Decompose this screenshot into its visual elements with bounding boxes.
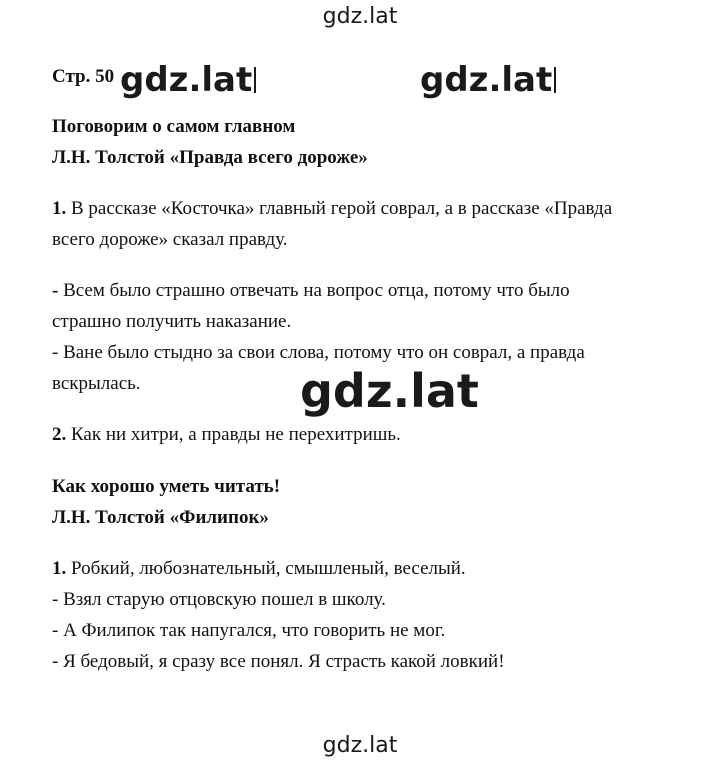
section1-a1-line1: - Всем было страшно отвечать на вопрос отца, потому что было xyxy=(52,280,570,301)
page-number: Стр. 50 xyxy=(52,66,115,87)
section2-line3: - Я бедовый, я сразу все понял. Я страсть какой ловкий! xyxy=(52,651,505,672)
section2-line2: - А Филипок так напугался, что говорить не мог. xyxy=(52,620,446,641)
watermark-right: gdz.lat xyxy=(420,60,556,100)
watermark-bar xyxy=(554,67,556,93)
watermark-left: gdz.lat xyxy=(120,60,256,100)
section1-subheading: Л.Н. Толстой «Правда всего дороже» xyxy=(52,147,368,168)
section1-q1-line1: 1. В рассказе «Косточка» главный герой соврал, а в рассказе «Правда xyxy=(52,198,613,219)
watermark-bottom: gdz.lat xyxy=(322,733,398,758)
section1-a1-line2: страшно получить наказание. xyxy=(52,311,292,332)
section2-subheading: Л.Н. Толстой «Филипок» xyxy=(52,507,269,528)
section1-q2: 2. Как ни хитри, а правды не перехитришь. xyxy=(52,424,401,445)
section2-heading: Как хорошо уметь читать! xyxy=(52,476,281,497)
section2-line1: - Взял старую отцовскую пошел в школу. xyxy=(52,589,386,610)
section1-a2-line1: - Ване было стыдно за свои слова, потому что он соврал, а правда xyxy=(52,342,585,363)
section1-heading: Поговорим о самом главном xyxy=(52,116,296,137)
section1-q1-line2: всего дороже» сказал правду. xyxy=(52,229,288,250)
section1-a2-line2: вскрылась. xyxy=(52,373,141,394)
watermark-top: gdz.lat xyxy=(322,4,398,29)
watermark-center: gdz.lat xyxy=(300,364,479,418)
watermark-bar xyxy=(254,67,256,93)
section2-q1: 1. Робкий, любознательный, смышленый, веселый. xyxy=(52,558,466,579)
